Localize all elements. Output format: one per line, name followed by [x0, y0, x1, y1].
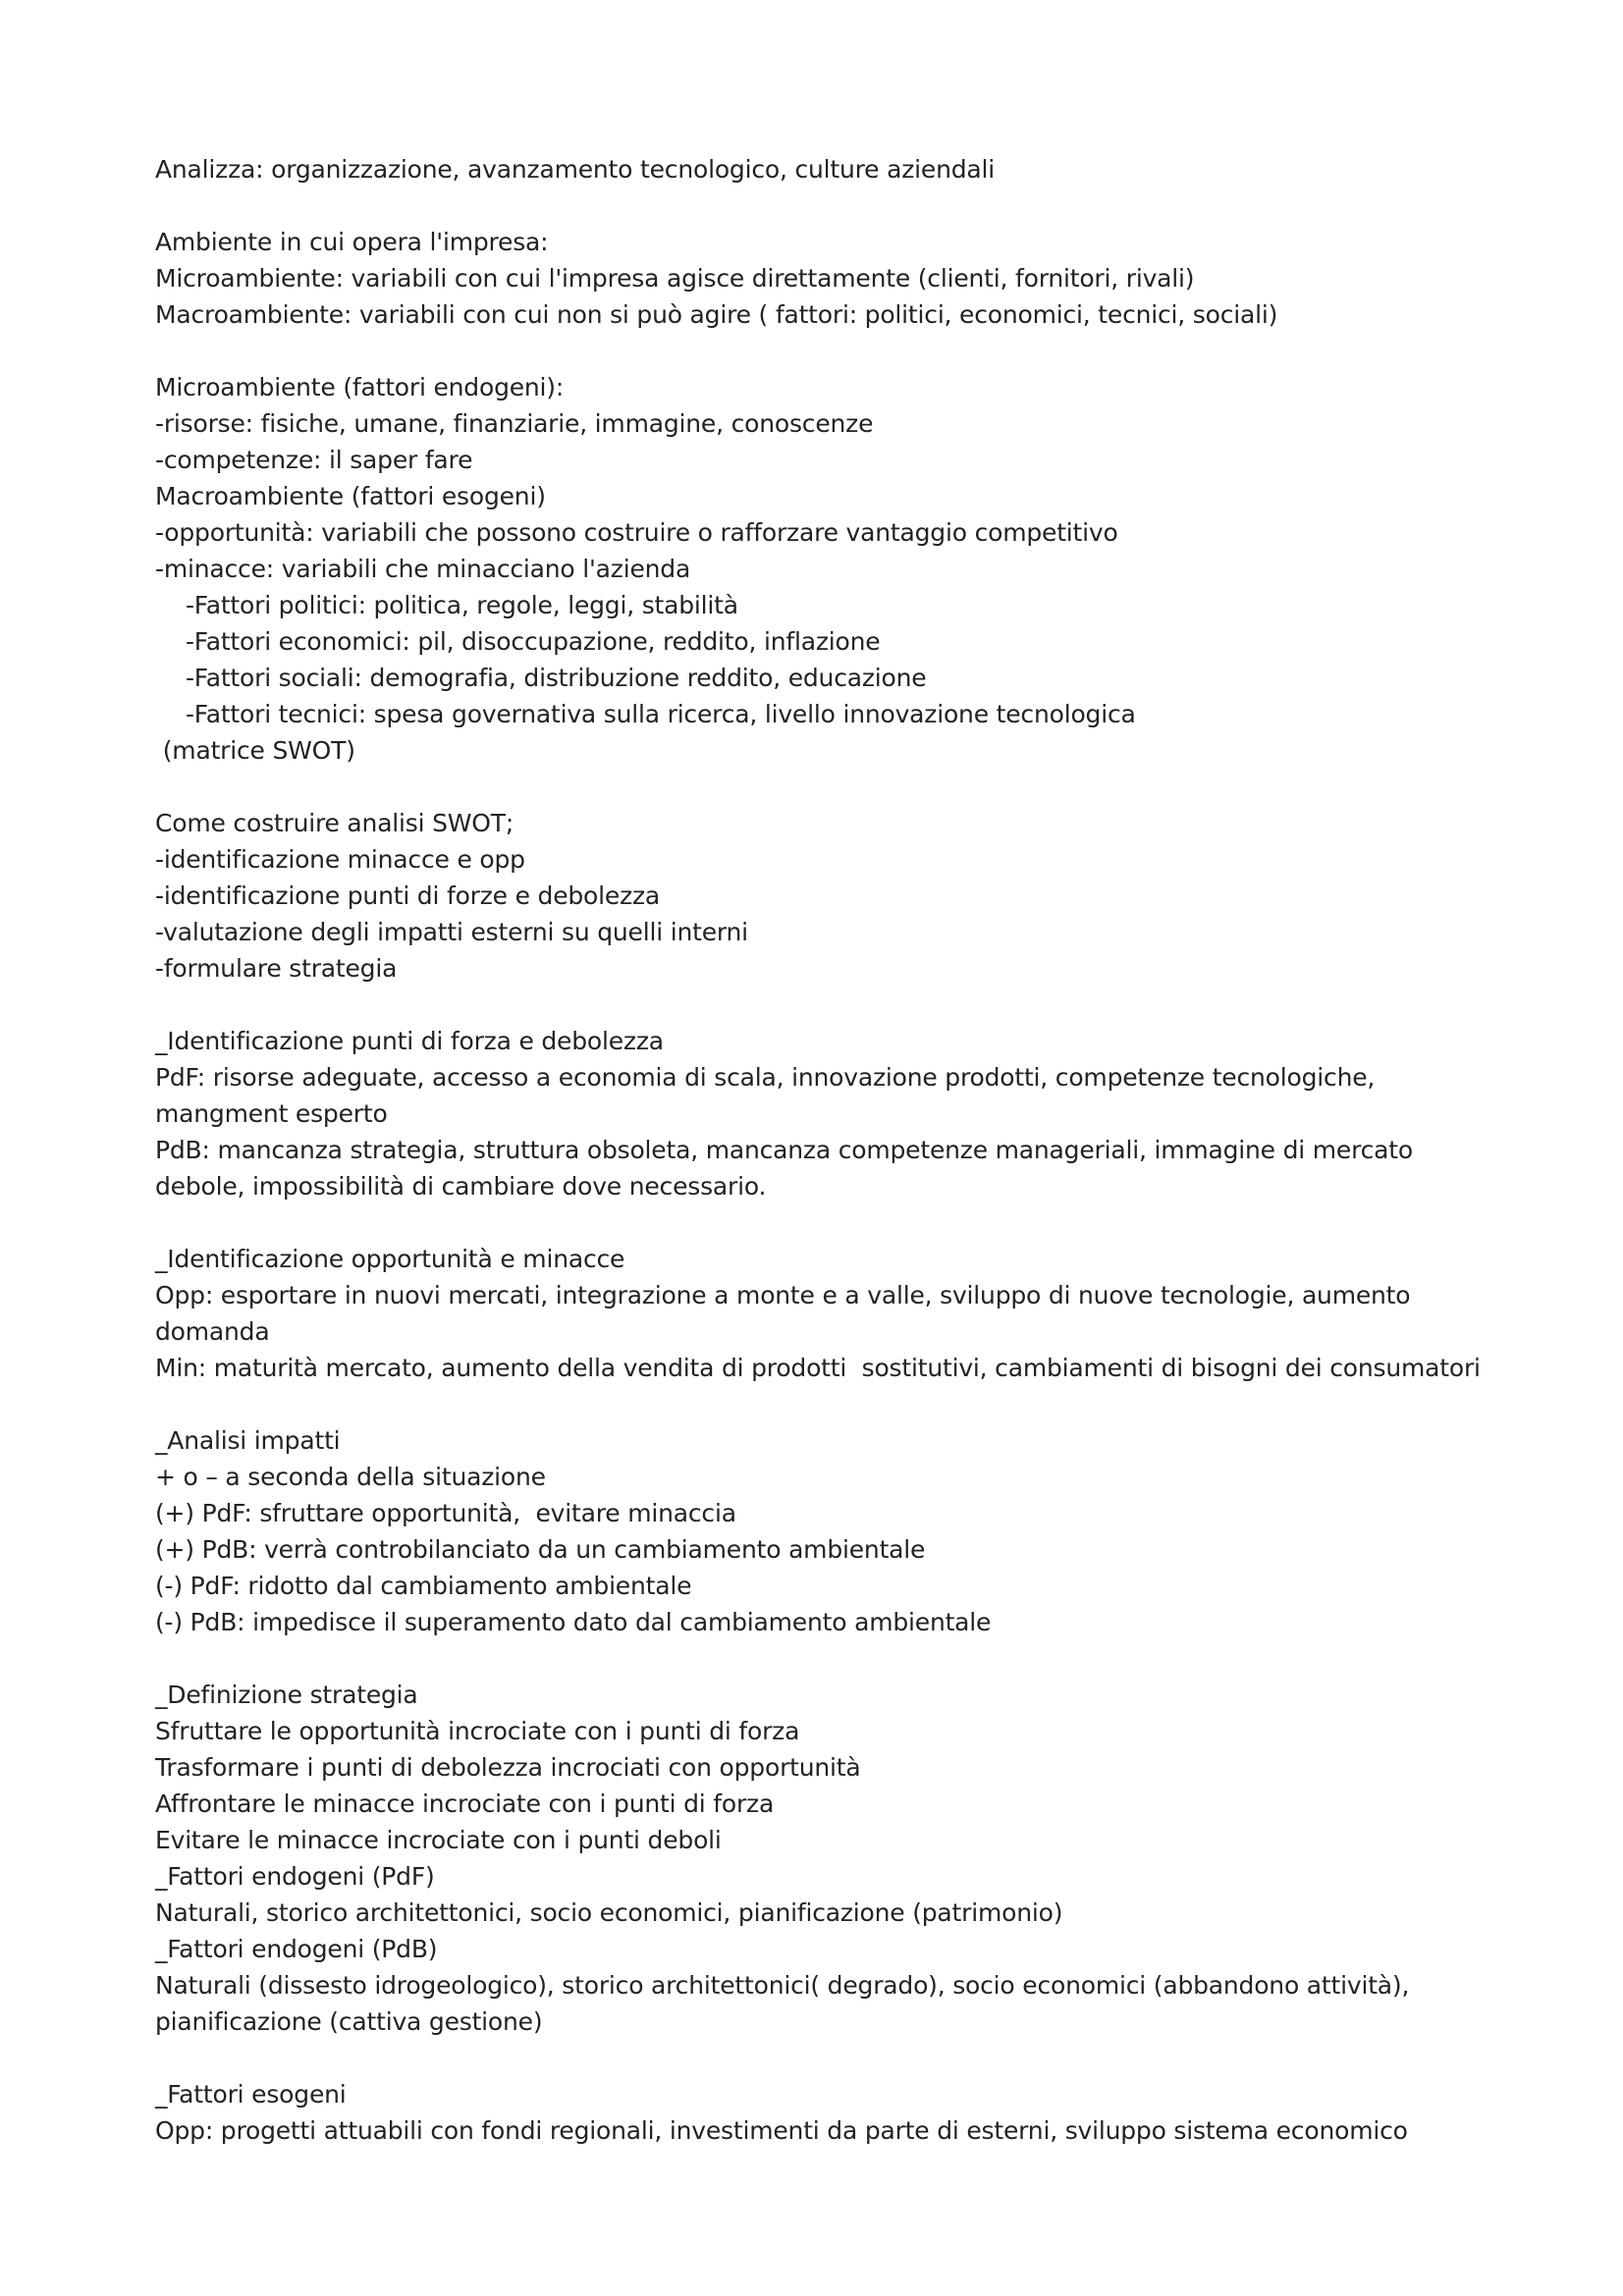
text-line: pianificazione (cattiva gestione)	[155, 2007, 543, 2036]
text-line: Analizza: organizzazione, avanzamento tecnologico, culture aziendali	[155, 155, 995, 184]
text-line: -opportunità: variabili che possono costruire o rafforzare vantaggio competitivo	[155, 518, 1118, 547]
text-line: + o – a seconda della situazione	[155, 1463, 546, 1491]
blank-line	[155, 187, 1530, 224]
text-line: -identificazione punti di forze e debolezza	[155, 881, 661, 910]
text-line: _Identificazione opportunità e minacce	[155, 1245, 625, 1273]
text-line: Trasformare i punti di debolezza incrociati con opportunità	[155, 1753, 861, 1782]
text-line: Microambiente (fattori endogeni):	[155, 373, 565, 401]
text-line: -valutazione degli impatti esterni su quelli interni	[155, 918, 748, 946]
blank-line	[155, 769, 1530, 805]
text-line: -Fattori economici: pil, disoccupazione, reddito, inflazione	[155, 627, 881, 656]
blank-line	[155, 987, 1530, 1023]
blank-line	[155, 333, 1530, 369]
text-line: Naturali, storico architettonici, socio economici, pianificazione (patrimonio)	[155, 1898, 1063, 1927]
text-line: PdF: risorse adeguate, accesso a economia di scala, innovazione prodotti, competenze tecnologiche,	[155, 1063, 1376, 1092]
text-line: Come costruire analisi SWOT;	[155, 809, 514, 837]
text-line: -formulare strategia	[155, 954, 398, 983]
text-line: domanda	[155, 1317, 270, 1346]
text-line: Microambiente: variabili con cui l'impresa agisce direttamente (clienti, fornitori, rivali)	[155, 264, 1195, 293]
text-line: Opp: esportare in nuovi mercati, integrazione a monte e a valle, sviluppo di nuove tecnologie, aumento	[155, 1281, 1411, 1309]
text-line: (+) PdB: verrà controbilanciato da un cambiamento ambientale	[155, 1535, 926, 1564]
text-line: Sfruttare le opportunità incrociate con i punti di forza	[155, 1717, 800, 1745]
text-line: (-) PdF: ridotto dal cambiamento ambientale	[155, 1572, 692, 1600]
text-line: (+) PdF: sfruttare opportunità, evitare minaccia	[155, 1499, 736, 1527]
text-line: _Analisi impatti	[155, 1426, 341, 1455]
text-line: Naturali (dissesto idrogeologico), storico architettonici( degrado), socio economici (abbandono attività),	[155, 1971, 1410, 2000]
text-line: mangment esperto	[155, 1099, 388, 1128]
text-line: _Fattori esogeni	[155, 2080, 347, 2109]
text-line: Macroambiente (fattori esogeni)	[155, 482, 546, 510]
text-line: Ambiente in cui opera l'impresa:	[155, 228, 549, 256]
text-line: _Fattori endogeni (PdB)	[155, 1935, 438, 1963]
text-line: -identificazione minacce e opp	[155, 845, 525, 874]
text-line: (matrice SWOT)	[155, 736, 355, 765]
text-line: _Identificazione punti di forza e debolezza	[155, 1027, 664, 1055]
blank-line	[155, 1386, 1530, 1422]
blank-line	[155, 2040, 1530, 2076]
text-line: -minacce: variabili che minacciano l'azienda	[155, 555, 691, 583]
blank-line	[155, 1204, 1530, 1241]
text-line: -risorse: fisiche, umane, finanziarie, immagine, conoscenze	[155, 409, 874, 438]
text-line: Evitare le minacce incrociate con i punti deboli	[155, 1826, 722, 1854]
text-line: Macroambiente: variabili con cui non si può agire ( fattori: politici, economici, tecnici, sociali)	[155, 300, 1278, 329]
text-line: _Definizione strategia	[155, 1681, 418, 1709]
text-line: Affrontare le minacce incrociate con i punti di forza	[155, 1789, 775, 1818]
text-line: -Fattori sociali: demografia, distribuzione reddito, educazione	[155, 664, 927, 692]
document-page	[155, 151, 1530, 2149]
text-line: Min: maturità mercato, aumento della vendita di prodotti sostitutivi, cambiamenti di bisogni dei consumatori	[155, 1354, 1481, 1382]
text-line: -Fattori tecnici: spesa governativa sulla ricerca, livello innovazione tecnologica	[155, 700, 1136, 728]
text-line: Opp: progetti attuabili con fondi regionali, investimenti da parte di esterni, sviluppo sistema economico	[155, 2116, 1408, 2145]
text-line: -competenze: il saper fare	[155, 446, 473, 474]
blank-line	[155, 1640, 1530, 1677]
text-line: debole, impossibilità di cambiare dove necessario.	[155, 1172, 767, 1201]
text-line: _Fattori endogeni (PdF)	[155, 1862, 435, 1891]
text-line: PdB: mancanza strategia, struttura obsoleta, mancanza competenze manageriali, immagine di mercato	[155, 1136, 1413, 1164]
text-line: (-) PdB: impedisce il superamento dato dal cambiamento ambientale	[155, 1608, 992, 1636]
text-line: -Fattori politici: politica, regole, leggi, stabilità	[155, 591, 738, 619]
